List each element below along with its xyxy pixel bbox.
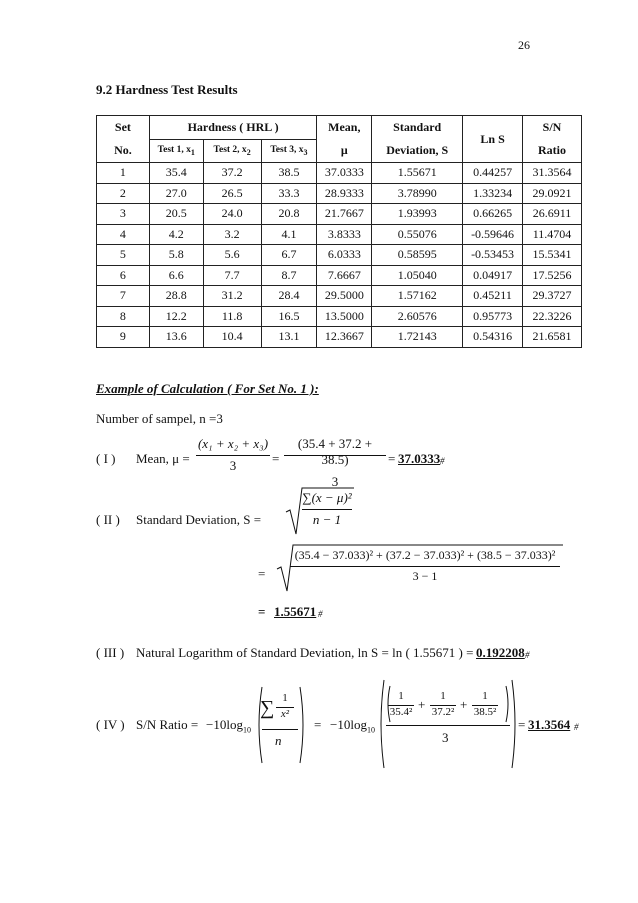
header-deviation: Deviation, S (372, 140, 463, 163)
table-cell: 6.0333 (317, 245, 372, 266)
table-cell: 28.4 (261, 286, 317, 307)
table-cell: 13.6 (149, 327, 203, 348)
header-set: Set (97, 116, 150, 140)
table-cell: 20.5 (149, 204, 203, 225)
table-cell: 1.72143 (372, 327, 463, 348)
step-iii-text: Natural Logarithm of Standard Deviation, ln S = ln ( 1.55671 ) = (136, 645, 474, 660)
table-cell: 28.9333 (317, 183, 372, 204)
header-test2: Test 2, $x_2$ (203, 140, 261, 163)
table-cell: 27.0 (149, 183, 203, 204)
table-cell: 0.58595 (372, 245, 463, 266)
table-cell: 29.0921 (523, 183, 582, 204)
table-cell: 12.3667 (317, 327, 372, 348)
header-hardness: Hardness ( HRL ) (149, 116, 317, 140)
table-cell: 20.8 (261, 204, 317, 225)
step-i-label: ( I ) (96, 451, 116, 466)
table-cell: 0.04917 (463, 265, 523, 286)
table-cell: 10.4 (203, 327, 261, 348)
table-cell: 29.3727 (523, 286, 582, 307)
table-cell: 4 (97, 224, 150, 245)
summation-icon: ∑ (260, 697, 275, 719)
reciprocal-term-2: 1 37.2² (431, 690, 455, 718)
header-test1: Test 1, $x_1$ (149, 140, 203, 163)
table-cell: 0.45211 (463, 286, 523, 307)
table-cell: 0.44257 (463, 163, 523, 184)
step-ii-label: ( II ) (96, 512, 120, 527)
table-cell: 6.7 (261, 245, 317, 266)
step-iv-label: ( IV ) (96, 717, 125, 732)
table-cell: 1.57162 (372, 286, 463, 307)
table-row (97, 306, 582, 327)
std-result: 1.55671 (274, 604, 317, 619)
mean-formula: (x₁ + x₂ + x₃) 3 (197, 436, 269, 473)
log-term: $-10\log_{10}$ (330, 717, 375, 735)
sample-count: Number of sampel, n =3 (96, 411, 223, 426)
table-cell: 24.0 (203, 204, 261, 225)
table-cell: 1.33234 (463, 183, 523, 204)
table-cell: 3.78990 (372, 183, 463, 204)
table-row (97, 245, 582, 266)
table-row (97, 204, 582, 225)
header-no: No. (97, 140, 150, 163)
table-cell: 0.55076 (372, 224, 463, 245)
table-cell: 8 (97, 306, 150, 327)
table-row (97, 265, 582, 286)
mean-result: 37.0333 (398, 451, 441, 466)
log-term: $-10\log_{10}$ (206, 717, 251, 735)
table-cell: 1.93993 (372, 204, 463, 225)
section-title: 9.2 Hardness Test Results (96, 82, 238, 97)
reciprocal-term: 1 x² (276, 692, 294, 720)
sn-result: 31.3564 (528, 717, 571, 732)
table-cell: 1 (97, 163, 150, 184)
table-cell: 33.3 (261, 183, 317, 204)
table-cell: 37.2 (203, 163, 261, 184)
table-cell: 1.05040 (372, 265, 463, 286)
table-cell: 26.5 (203, 183, 261, 204)
table-row (97, 224, 582, 245)
table-row (97, 163, 582, 184)
table-cell: 3.2 (203, 224, 261, 245)
table-row (97, 183, 582, 204)
table-cell: 0.95773 (463, 306, 523, 327)
table-cell: 5 (97, 245, 150, 266)
table-cell: 37.0333 (317, 163, 372, 184)
table-row (97, 327, 582, 348)
table-cell: -0.53453 (463, 245, 523, 266)
header-test3: Test 3, $x_3$ (261, 140, 317, 163)
table-cell: 8.7 (261, 265, 317, 286)
header-lns: Ln S (463, 116, 523, 163)
table-cell: 0.54316 (463, 327, 523, 348)
reciprocal-term-3: 1 38.5² (473, 690, 497, 718)
table-cell: 7 (97, 286, 150, 307)
table-row (97, 286, 582, 307)
table-cell: 31.3564 (523, 163, 582, 184)
example-title: Example of Calculation ( For Set No. 1 ): (96, 381, 319, 396)
table-cell: 9 (97, 327, 150, 348)
table-cell: 26.6911 (523, 204, 582, 225)
table-cell: 4.1 (261, 224, 317, 245)
table-cell: 3.8333 (317, 224, 372, 245)
table-cell: 7.7 (203, 265, 261, 286)
table-cell: 0.66265 (463, 204, 523, 225)
step-iii-label: ( III ) (96, 645, 125, 660)
lns-result: 0.192208 (476, 645, 525, 660)
table-cell: 22.3226 (523, 306, 582, 327)
table-cell: 11.8 (203, 306, 261, 327)
std-substitution: (35.4 − 37.033)² + (37.2 − 37.033)² + (38.5 − 37.033)² 3 − 1 (290, 548, 560, 584)
header-standard: Standard (372, 116, 463, 140)
table-cell: 21.6581 (523, 327, 582, 348)
table-cell: 2 (97, 183, 150, 204)
table-cell: 3 (97, 204, 150, 225)
table-cell: 35.4 (149, 163, 203, 184)
table-cell: 29.5000 (317, 286, 372, 307)
page-number: 26 (518, 38, 530, 52)
table-cell: 38.5 (261, 163, 317, 184)
table-cell: 31.2 (203, 286, 261, 307)
header-sn: S/N (523, 116, 582, 140)
step-ii-text: Standard Deviation, S = (136, 512, 262, 527)
table-cell: 5.8 (149, 245, 203, 266)
table-cell: 7.6667 (317, 265, 372, 286)
std-formula: ∑(x − μ)² n − 1 (302, 490, 352, 527)
table-cell: 21.7667 (317, 204, 372, 225)
header-mean: Mean, (317, 116, 372, 140)
mean-substitution: (35.4 + 37.2 + 38.5) 3 (284, 436, 386, 490)
header-ratio: Ratio (523, 140, 582, 163)
header-mu: μ (317, 140, 372, 163)
table-cell: 6 (97, 265, 150, 286)
table-cell: 28.8 (149, 286, 203, 307)
table-cell: -0.59646 (463, 224, 523, 245)
table-cell: 13.5000 (317, 306, 372, 327)
hardness-results-table (96, 115, 582, 348)
table-cell: 1.55671 (372, 163, 463, 184)
table-cell: 11.4704 (523, 224, 582, 245)
table-cell: 13.1 (261, 327, 317, 348)
step-i-text: Mean, μ = (136, 451, 190, 466)
reciprocal-term-1: 1 35.4² (389, 690, 413, 718)
table-cell: 17.5256 (523, 265, 582, 286)
table-cell: 12.2 (149, 306, 203, 327)
table-cell: 5.6 (203, 245, 261, 266)
table-cell: 6.6 (149, 265, 203, 286)
table-cell: 4.2 (149, 224, 203, 245)
table-cell: 15.5341 (523, 245, 582, 266)
step-iv-text: S/N Ratio = (136, 717, 199, 732)
table-cell: 16.5 (261, 306, 317, 327)
table-cell: 2.60576 (372, 306, 463, 327)
